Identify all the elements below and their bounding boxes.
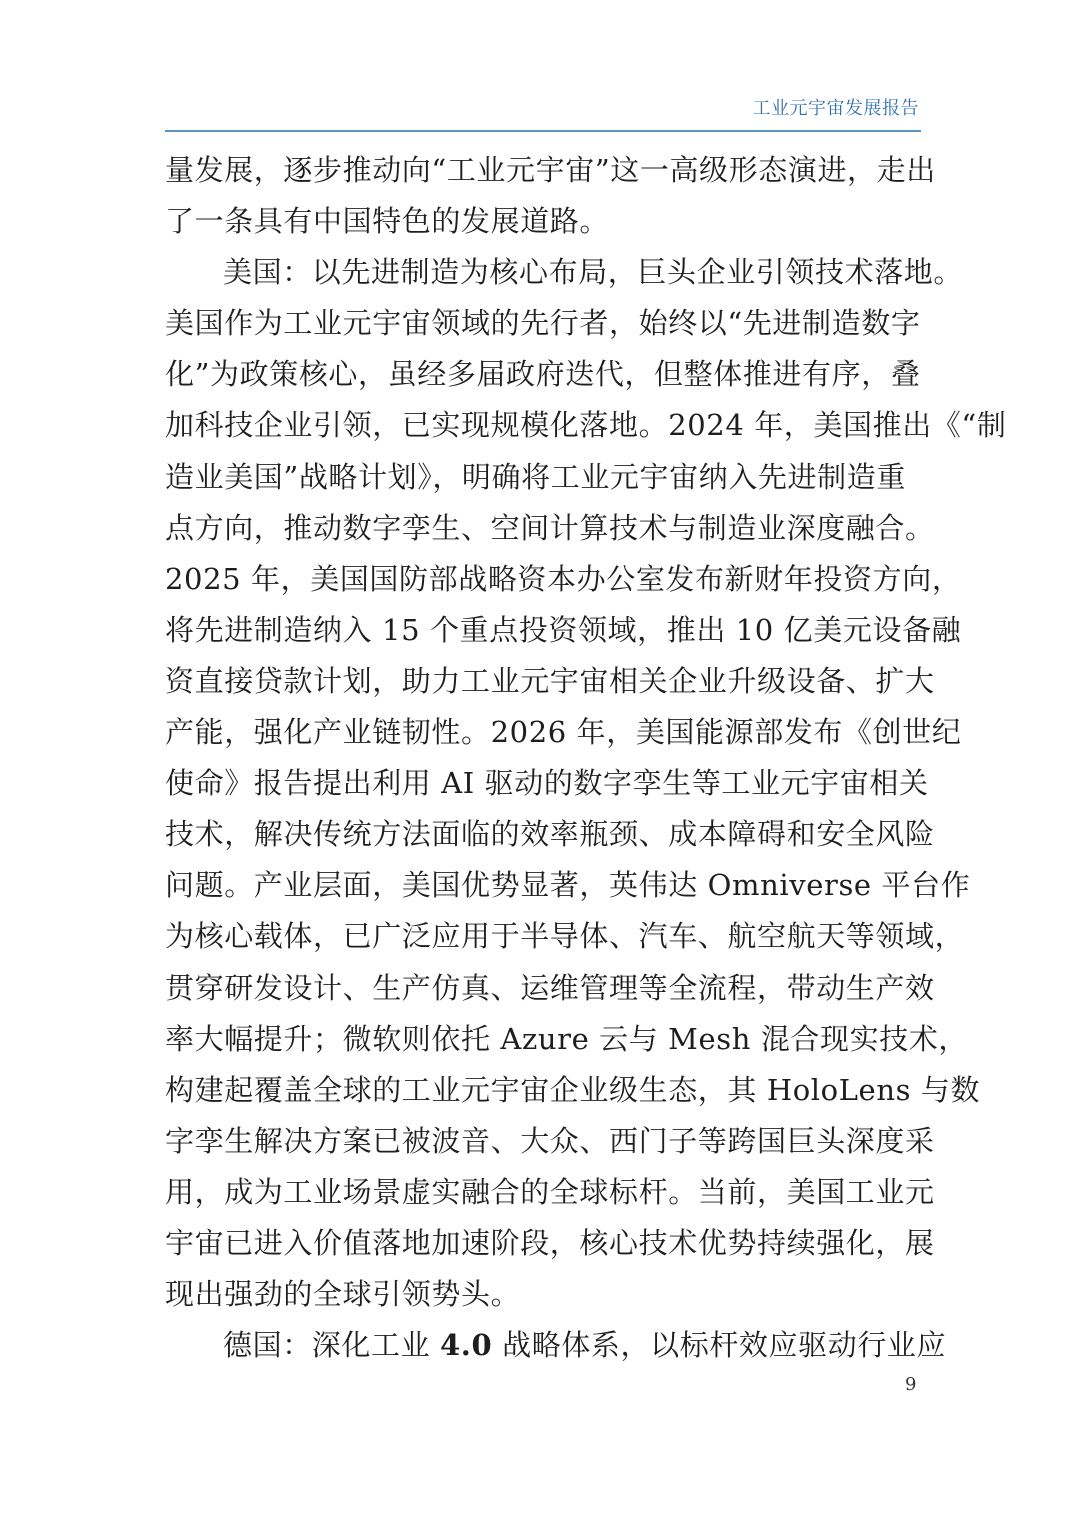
industry-4-label: 4.0 <box>440 1328 493 1363</box>
text-line: 将先进制造纳入 15 个重点投资领域，推出 10 亿美元设备融 <box>165 612 962 647</box>
germany-heading-end: 战略体系，以标杆效应驱动行业应 <box>492 1328 947 1363</box>
text-line: 用，成为工业场景虚实融合的全球标杆。当前，美国工业元 <box>165 1174 935 1209</box>
paragraph-heading-germany <box>165 1320 947 1371</box>
text-line: 技术，解决传统方法面临的效率瓶颈、成本障碍和安全风险 <box>165 817 935 852</box>
text-line: 构建起覆盖全球的工业元宇宙企业级生态，其 HoloLens 与数 <box>165 1072 981 1107</box>
text-line: 化”为政策核心，虽经多届政府迭代，但整体推进有序，叠 <box>165 357 921 392</box>
text-line: 了一条具有中国特色的发展道路。 <box>165 204 610 239</box>
text-line: 使命》报告提出利用 AI 驱动的数字孪生等工业元宇宙相关 <box>165 766 929 801</box>
body-text <box>165 145 1007 1371</box>
text-line: 率大幅提升；微软则依托 Azure 云与 Mesh 混合现实技术， <box>165 1021 969 1056</box>
germany-heading-start: 德国：深化工业 <box>223 1328 441 1363</box>
text-line: 2025 年，美国国防部战略资本办公室发布新财年投资方向， <box>165 561 962 596</box>
text-line: 贯穿研发设计、生产仿真、运维管理等全流程，带动生产效 <box>165 970 935 1005</box>
text-line: 字孪生解决方案已被波音、大众、西门子等跨国巨头深度采 <box>165 1123 935 1158</box>
text-line: 量发展，逐步推动向“工业元宇宙”这一高级形态演进，走出 <box>165 153 936 187</box>
text-line: 资直接贷款计划，助力工业元宇宙相关企业升级设备、扩大 <box>165 663 935 698</box>
text-line: 问题。产业层面，美国优势显著，英伟达 Omniverse 平台作 <box>165 868 971 903</box>
text-line: 点方向，推动数字孪生、空间计算技术与制造业深度融合。 <box>165 510 935 545</box>
text-line: 为核心载体，已广泛应用于半导体、汽车、航空航天等领域， <box>165 919 965 954</box>
text-line: 现出强劲的全球引领势头。 <box>165 1277 521 1312</box>
running-header <box>165 92 921 132</box>
text-line: 造业美国”战略计划》，明确将工业元宇宙纳入先进制造重 <box>165 459 906 494</box>
text-line: 宇宙已进入价值落地加速阶段，核心技术优势持续强化，展 <box>165 1225 935 1260</box>
paragraph-heading-usa: 美国：以先进制造为核心布局，巨头企业引领技术落地。 <box>223 255 964 290</box>
page-number: 9 <box>905 1374 917 1395</box>
text-line: 产能，强化产业链韧性。2026 年，美国能源部发布《创世纪 <box>165 715 962 750</box>
text-line: 加科技企业引领，已实现规模化落地。2024 年，美国推出《“制 <box>165 408 1007 443</box>
text-line: 美国作为工业元宇宙领域的先行者，始终以“先进制造数字 <box>165 306 921 341</box>
report-title: 工业元宇宙发展报告 <box>752 98 919 119</box>
